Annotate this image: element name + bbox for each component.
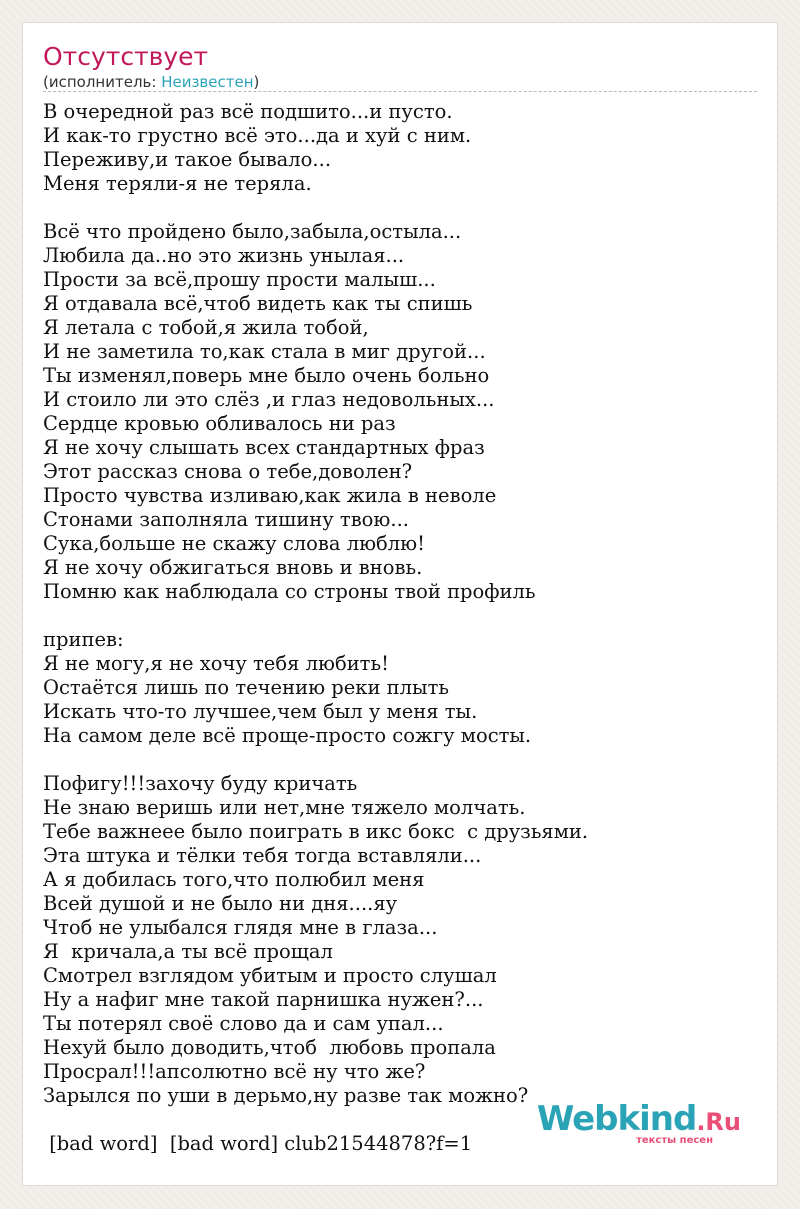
lyrics-card	[22, 22, 778, 1186]
artist-prefix: (исполнитель:	[43, 73, 162, 91]
artist-link[interactable]: Неизвестен	[161, 73, 254, 91]
site-logo[interactable]	[536, 1099, 741, 1149]
song-title: Отсутствует	[43, 42, 209, 71]
logo-tagline: тексты песен	[636, 1135, 713, 1146]
header-divider	[43, 91, 757, 92]
artist-suffix: )	[253, 73, 260, 91]
logo-tld: .Ru	[696, 1108, 741, 1136]
lyrics-text: В очередной раз всё подшито...и пусто. И как-то грустно всё это...да и хуй с ним. Переживу,и такое бывало... Меня теряли-я не теряла. Всё что пройдено было,забыла,остыла... Любила да..но это жизнь унылая... Прости за всё,прошу прости малыш... Я отдавала всё,чтоб видеть как ты спишь Я летала с тобой,я жила тобой, И не заметила то,как стала в миг другой... Ты изменял,поверь мне было очень больно И стоило ли это слёз ,и глаз недовольных... Сердце кровью обливалось ни раз Я не хочу слышать всех стандартных фраз Этот рассказ снова о тебе,доволен? Просто чувства изливаю,как жила в неволе Стонами заполняла тишину твою... Сука,больше не скажу слова люблю! Я не хочу обжигаться вновь и вновь. Помню как наблюдала со строны твой профиль припев: Я не могу,я не хочу тебя любить! Остаётся лишь по течению реки плыть Искать что-то лучшее,чем был у меня ты. На самом деле всё проще-просто сожгу мосты. Пофигу!!!захочу буду кричать Не знаю веришь или нет,мне тяжело молчать. Тебе важнеее было поиграть в икс бокс с друзьями. Эта штука и тёлки тебя тогда вставляли... А я добилась того,что полюбил меня Всей душой и не было ни дня....яу Чтоб не улыбался глядя мне в глаза... Я кричала,а ты всё прощал Смотрел взглядом убитым и просто слушал Ну а нафиг мне такой парнишка нужен?... Ты потерял своё слово да и сам упал... Нехуй было доводить,чтоб любовь пропала Просрал!!!апсолютно всё ну что же? Зарылся по уши в дерьмо,ну разве так можно? [bad word] [bad word] club21544878?f=1	[43, 100, 589, 1155]
logo-word: Webkind	[536, 1099, 697, 1139]
artist-line	[43, 72, 259, 92]
